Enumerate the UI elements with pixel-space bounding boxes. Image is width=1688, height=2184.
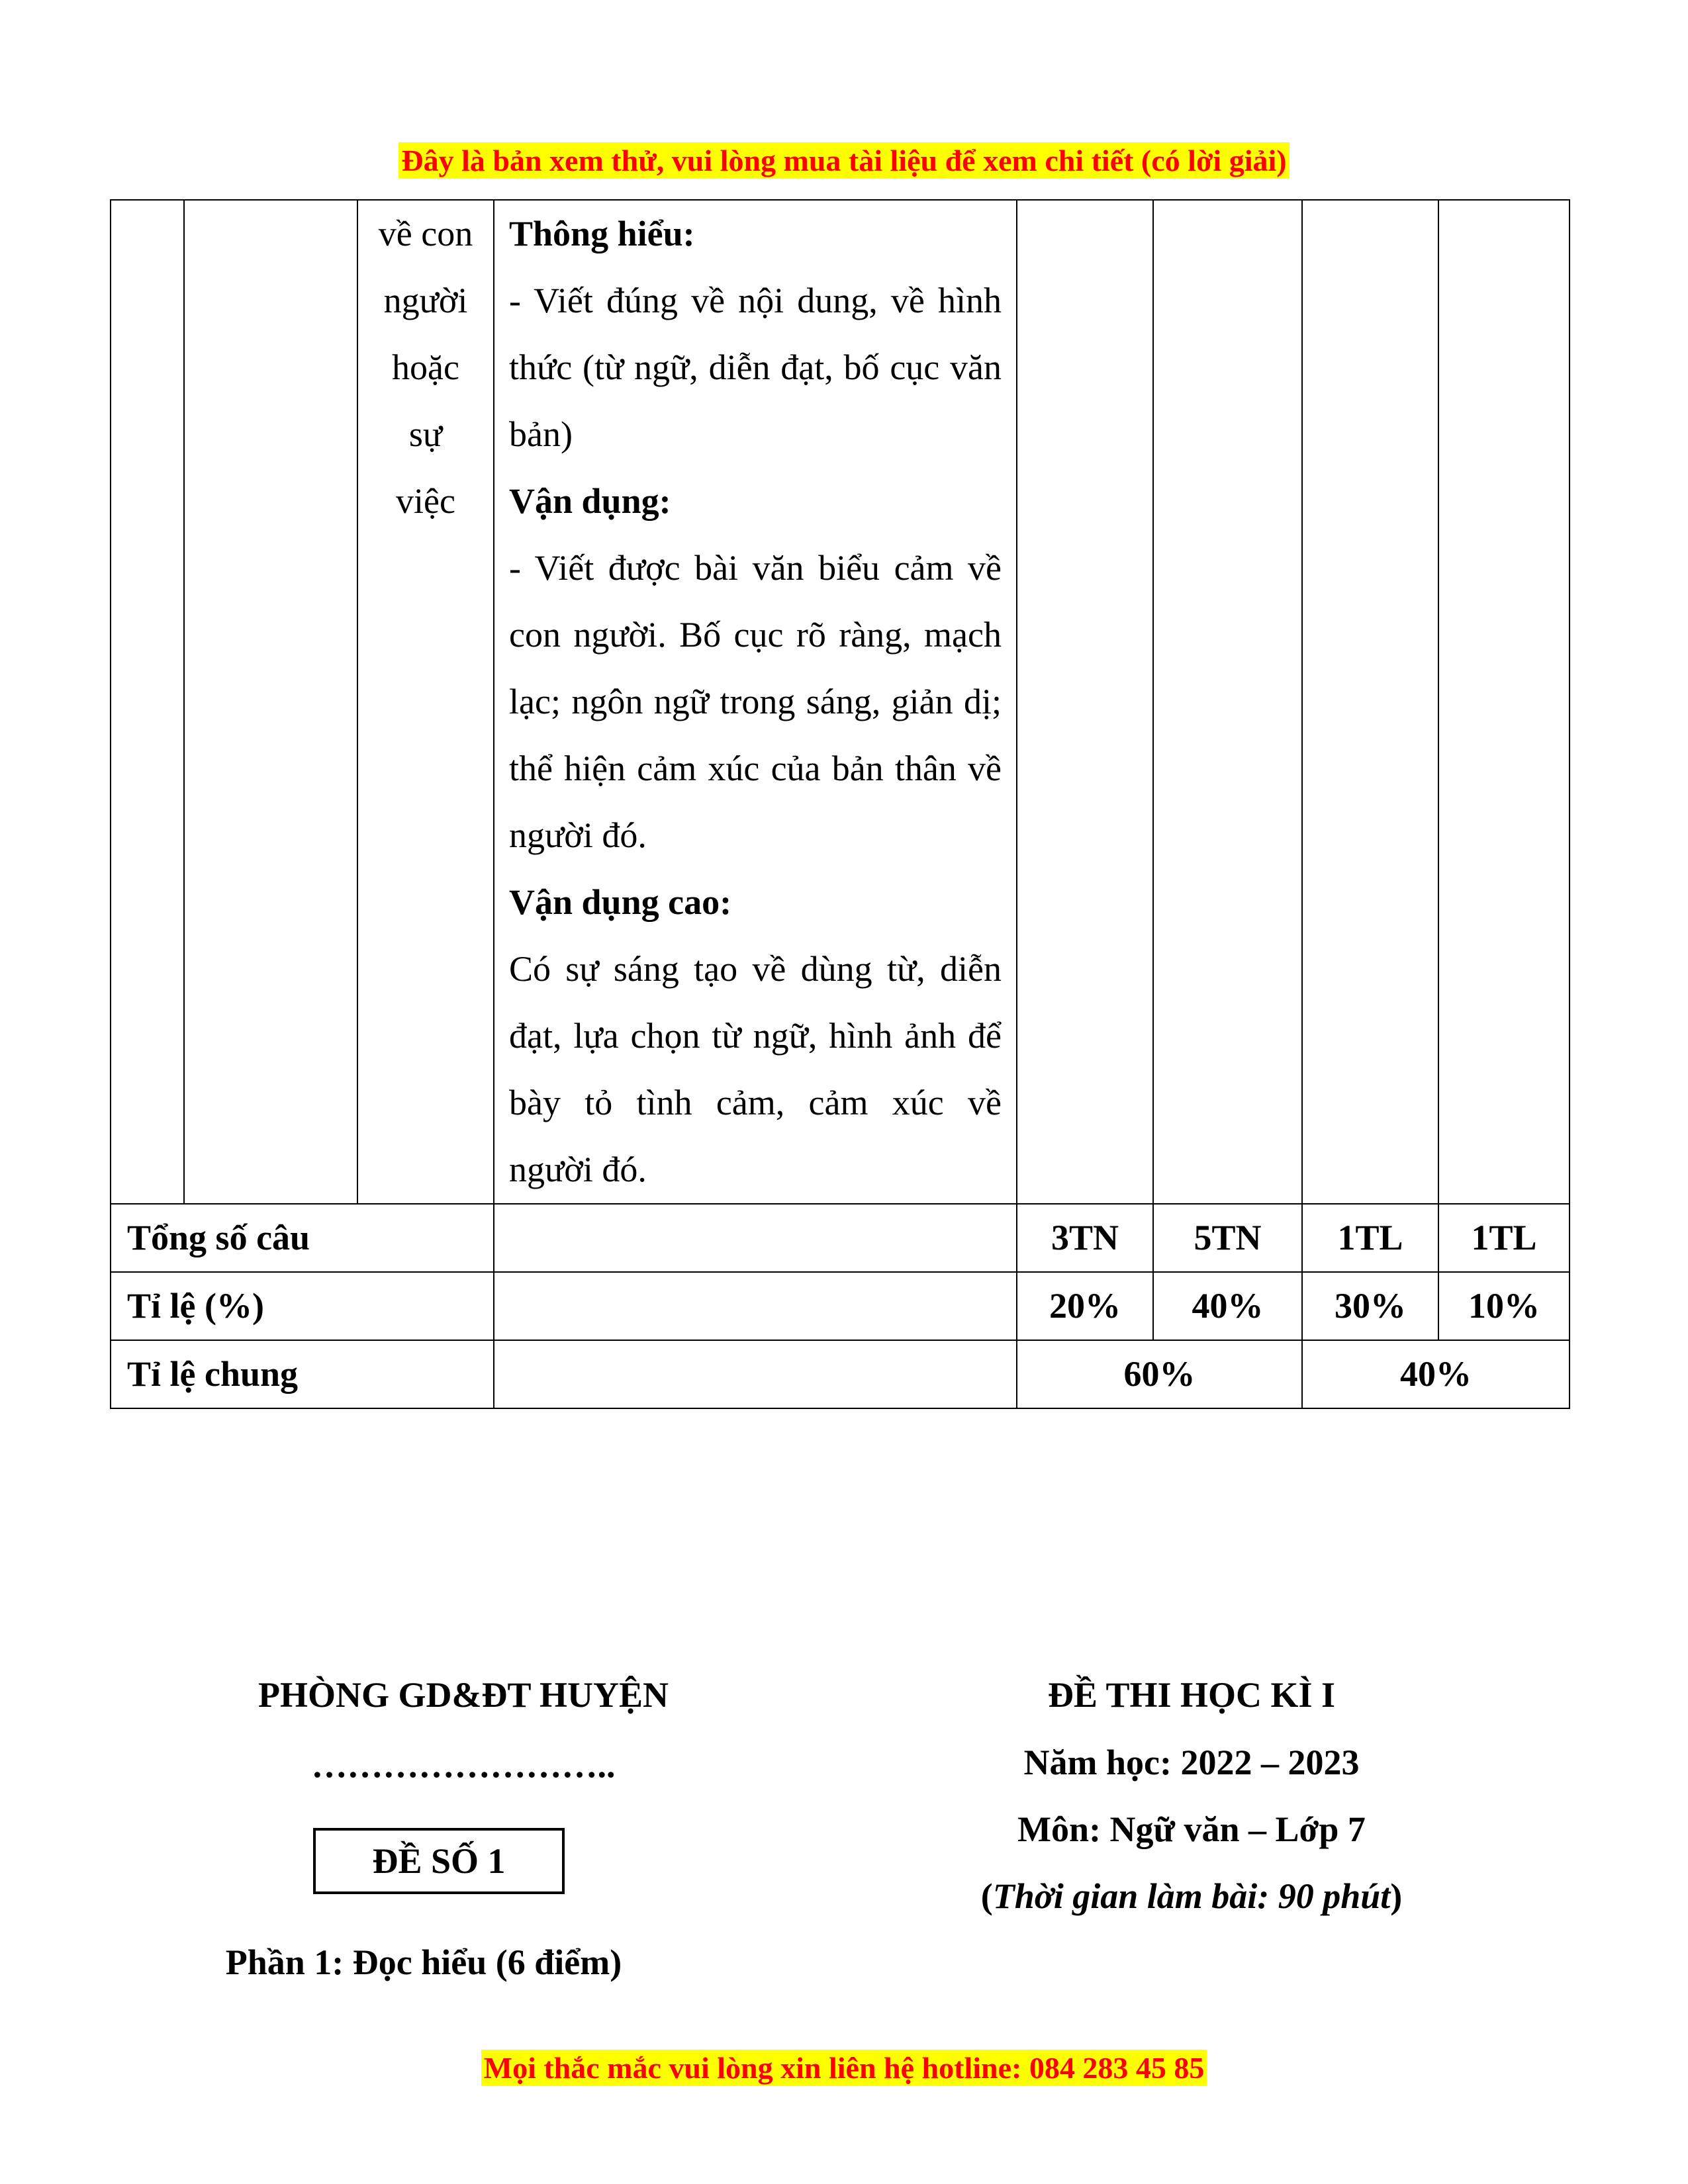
exam-time: (Thời gian làm bài: 90 phút)	[980, 1876, 1403, 1916]
school-year: Năm học: 2022 – 2023	[1023, 1743, 1360, 1782]
total-value: 5TN	[1153, 1204, 1302, 1272]
overall-ratio-value: 60%	[1017, 1340, 1302, 1408]
content-cell	[357, 200, 494, 1204]
total-questions-row	[111, 1204, 1570, 1272]
total-questions-label: Tổng số câu	[111, 1204, 494, 1272]
department-dots: ……………………..	[311, 1745, 616, 1785]
content-line: người	[383, 281, 468, 320]
hotline-banner-text: Mọi thắc mắc vui lòng xin liên hệ hotline: 084 283 45 85	[481, 2050, 1207, 2086]
stt-cell	[111, 200, 184, 1204]
empty-cell	[494, 1340, 1017, 1408]
content-line: hoặc	[392, 347, 459, 387]
skill-cell	[184, 200, 357, 1204]
thong-hieu-text: - Viết đúng về nội dung, về hình thức (từ ngữ, diễn đạt, bố cục văn bản)	[509, 281, 1002, 454]
van-dung-text: - Viết được bài văn biểu cảm về con người. Bố cục rõ ràng, mạch lạc; ngôn ngữ trong sáng, giản dị; thể hiện cảm xúc của bản thân về người đó.	[509, 548, 1002, 855]
thong-hieu-cell	[1153, 200, 1302, 1204]
nhan-biet-cell	[1017, 200, 1153, 1204]
exam-title: ĐỀ THI HỌC KÌ I	[1047, 1675, 1336, 1715]
content-line: sự	[408, 414, 443, 454]
hotline-banner	[0, 2050, 1688, 2085]
total-value: 3TN	[1017, 1204, 1153, 1272]
thong-hieu-heading: Thông hiểu:	[509, 214, 695, 253]
department-name: PHÒNG GD&ĐT HUYỆN	[258, 1675, 669, 1715]
overall-ratio-row	[111, 1340, 1570, 1408]
empty-cell	[494, 1272, 1017, 1340]
ratio-value: 20%	[1017, 1272, 1153, 1340]
empty-cell	[494, 1204, 1017, 1272]
preview-banner	[0, 143, 1688, 178]
van-dung-cao-cell	[1438, 200, 1570, 1204]
total-value: 1TL	[1438, 1204, 1570, 1272]
total-value: 1TL	[1302, 1204, 1438, 1272]
ratio-value: 40%	[1153, 1272, 1302, 1340]
content-line: việc	[396, 481, 455, 521]
ratio-value: 10%	[1438, 1272, 1570, 1340]
van-dung-heading: Vận dụng:	[509, 481, 671, 521]
matrix-row-writing	[111, 200, 1570, 1204]
ratio-row	[111, 1272, 1570, 1340]
van-dung-cao-heading: Vận dụng cao:	[509, 882, 732, 922]
exam-time-text: Thời gian làm bài: 90 phút	[992, 1876, 1391, 1916]
section-title: Phần 1: Đọc hiểu (6 điểm)	[225, 1942, 622, 1982]
ratio-value: 30%	[1302, 1272, 1438, 1340]
overall-ratio-label: Tỉ lệ chung	[111, 1340, 494, 1408]
exam-number-box: ĐỀ SỐ 1	[313, 1828, 565, 1894]
preview-banner-text: Đây là bản xem thử, vui lòng mua tài liệu để xem chi tiết (có lời giải)	[399, 142, 1289, 179]
ratio-label: Tỉ lệ (%)	[111, 1272, 494, 1340]
exam-matrix-table	[110, 199, 1570, 1409]
van-dung-cao-text: Có sự sáng tạo về dùng từ, diễn đạt, lựa chọn từ ngữ, hình ảnh để bày tỏ tình cảm, cảm xúc về người đó.	[509, 949, 1002, 1189]
description-cell	[494, 200, 1017, 1204]
subject: Môn: Ngữ văn – Lớp 7	[1017, 1809, 1366, 1849]
van-dung-cell	[1302, 200, 1438, 1204]
overall-ratio-value: 40%	[1302, 1340, 1570, 1408]
content-line: về con	[378, 214, 473, 253]
